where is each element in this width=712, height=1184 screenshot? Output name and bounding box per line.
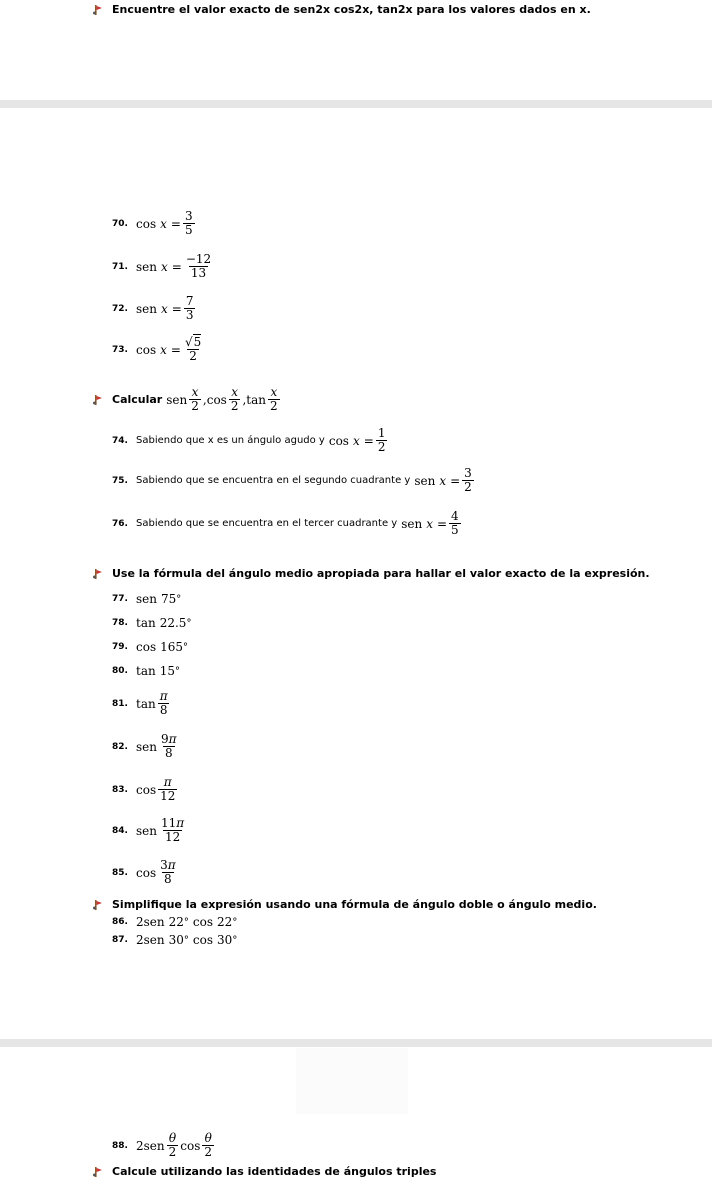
fn-sen: sen: [166, 392, 188, 407]
numerator: [159, 733, 179, 746]
pi-symbol: π: [167, 858, 176, 872]
fraction: [183, 210, 195, 237]
fn-sen: sen: [143, 1138, 165, 1153]
numerator: x: [191, 385, 199, 399]
denominator: 2: [168, 1145, 177, 1159]
numerator: 4: [451, 509, 459, 523]
fn-cos: cos: [136, 216, 157, 231]
fraction: [184, 295, 196, 322]
problem-70: [112, 210, 197, 237]
pi-symbol: π: [176, 816, 185, 830]
math-expression: [136, 336, 205, 363]
problem-71: [112, 253, 215, 280]
page-separator: [0, 100, 712, 108]
problem-74: [112, 427, 389, 454]
problem-number: 74.: [112, 435, 128, 446]
problem-87: [112, 933, 237, 947]
numerator: −12: [185, 252, 212, 266]
math-expression: [136, 616, 191, 630]
problem-77: [112, 592, 181, 606]
equals-sign: =: [171, 259, 182, 274]
equals-sign: =: [363, 433, 374, 448]
degree-symbol: °: [176, 593, 182, 605]
problem-83: [112, 776, 179, 803]
angle-value: 30: [168, 933, 184, 947]
math-expression: [401, 510, 462, 537]
fn-cos: cos: [136, 640, 157, 654]
pointer-figure-icon: [92, 899, 104, 911]
degree-symbol: °: [183, 641, 189, 653]
radicand: 5: [193, 335, 202, 349]
fn-tan: tan: [136, 616, 156, 630]
problem-number: 78.: [112, 618, 128, 628]
numerator: [158, 859, 178, 872]
problem-86: [112, 915, 237, 929]
fraction: [202, 1132, 214, 1159]
problem-75: [112, 467, 476, 494]
fn-tan: tan: [136, 664, 156, 678]
degree-symbol: °: [175, 665, 180, 677]
degree-symbol: °: [232, 916, 238, 928]
problem-84: [112, 817, 188, 844]
problem-number: 86.: [112, 917, 128, 927]
problem-78: [112, 616, 191, 630]
problem-number: 83.: [112, 784, 128, 795]
fn-cos: cos: [328, 433, 349, 448]
problem-text: Sabiendo que se encuentra en el tercer cuadrante y: [136, 518, 398, 529]
denominator: 3: [185, 308, 194, 322]
denominator: 12: [164, 830, 181, 844]
comma: ,: [202, 392, 207, 407]
math-expression: [136, 817, 188, 844]
fraction: [229, 386, 241, 413]
angle-value: 22: [168, 915, 184, 929]
var-x: x: [439, 473, 447, 488]
math-expression: [136, 664, 180, 678]
problem-82: [112, 733, 181, 760]
heading-text: Simplifique la expresión usando una fórmula de ángulo doble o ángulo medio.: [112, 898, 597, 911]
coefficient: 2: [136, 1138, 144, 1153]
math-expression: [136, 1132, 216, 1159]
math-expression: [136, 253, 215, 280]
problem-number: 79.: [112, 642, 128, 652]
denominator: 13: [190, 266, 207, 280]
denominator: 2: [230, 399, 239, 413]
problem-number: 75.: [112, 475, 128, 486]
pointer-figure-icon: [92, 4, 104, 16]
page-separator: [0, 1039, 712, 1047]
fraction: [159, 733, 179, 760]
problem-number: 76.: [112, 518, 128, 529]
fraction: [376, 427, 388, 454]
section-heading-simplify: [92, 898, 597, 911]
math-expression: [136, 640, 188, 654]
degree-symbol: °: [186, 617, 192, 629]
fn-cos: cos: [206, 392, 227, 407]
fn-sen: sen: [136, 739, 157, 754]
section-heading-half-angle: [92, 386, 282, 413]
problem-number: 82.: [112, 741, 128, 752]
math-expression: [136, 592, 181, 606]
denominator: 2: [189, 349, 197, 363]
degree-symbol: °: [183, 934, 189, 946]
angle-value: 22: [217, 915, 233, 929]
var-x: x: [160, 342, 167, 357]
equals-sign: =: [171, 301, 182, 316]
denominator: 8: [164, 872, 172, 886]
heading-text: Calcule utilizando las identidades de ángulos triples: [112, 1165, 437, 1178]
angle-value: 15: [159, 664, 175, 678]
math-expression: [136, 915, 237, 929]
numerator: x: [270, 385, 278, 399]
coefficient: 2: [136, 933, 144, 947]
fn-sen: sen: [143, 915, 165, 929]
problem-76: [112, 510, 463, 537]
comma: ,: [242, 392, 247, 407]
coefficient: 2: [136, 915, 144, 929]
denominator: 2: [377, 440, 386, 454]
problem-number: 81.: [112, 698, 128, 709]
fn-tan: tan: [136, 696, 156, 711]
heading-text: Encuentre el valor exacto de sen2x cos2x, tan2x para los valores dados en x.: [112, 3, 591, 16]
denominator: 8: [164, 746, 173, 760]
fraction: [158, 690, 170, 717]
fn-cos: cos: [136, 782, 157, 797]
angle-value: 75: [161, 592, 177, 606]
numerator: x: [231, 385, 239, 399]
fn-sen: sen: [136, 259, 157, 274]
problem-number: 85.: [112, 867, 128, 878]
math-expression: [166, 386, 281, 413]
pointer-figure-icon: [92, 394, 104, 406]
numerator: θ: [204, 1131, 212, 1145]
degree-symbol: °: [232, 934, 238, 946]
denominator: 2: [270, 399, 278, 413]
math-expression: [136, 295, 197, 322]
fraction: [462, 467, 474, 494]
equals-sign: =: [436, 516, 448, 531]
fraction: [183, 336, 203, 363]
var-x: x: [161, 301, 168, 316]
math-expression: [329, 427, 390, 454]
math-expression: [136, 933, 237, 947]
denominator: 8: [159, 703, 168, 717]
fn-tan: tan: [246, 392, 267, 407]
numerator: 7: [185, 294, 194, 308]
problem-number: 71.: [112, 261, 128, 272]
problem-number: 77.: [112, 594, 128, 604]
math-expression: [136, 859, 180, 886]
section-heading-triple-angle: [92, 1165, 436, 1178]
fn-cos: cos: [192, 933, 214, 947]
fraction: [189, 386, 201, 413]
section-heading-half-angle-formula: [92, 567, 650, 580]
equals-sign: =: [170, 342, 181, 357]
fraction: [268, 386, 280, 413]
fn-cos: cos: [136, 865, 157, 880]
sqrt-symbol: √: [184, 335, 193, 349]
problem-88: [112, 1132, 216, 1159]
pointer-figure-icon: [92, 568, 104, 580]
problem-number: 84.: [112, 825, 128, 836]
fn-cos: cos: [180, 1138, 201, 1153]
problem-81: [112, 690, 172, 717]
problem-number: 88.: [112, 1140, 128, 1151]
denominator: 5: [451, 523, 459, 537]
math-expression: [136, 210, 197, 237]
fraction: [167, 1132, 179, 1159]
numerator: 3: [464, 466, 472, 480]
problem-number: 72.: [112, 303, 128, 314]
numerator: π: [163, 775, 172, 789]
math-expression: [414, 467, 475, 494]
fraction: [159, 817, 186, 844]
coefficient: 3: [160, 858, 168, 872]
angle-value: 165: [160, 640, 184, 654]
coefficient: 9: [161, 732, 169, 746]
angle-value: 22.5: [159, 616, 187, 630]
coefficient: 11: [161, 816, 177, 830]
angle-value: 30: [217, 933, 233, 947]
fraction: [158, 776, 177, 803]
problem-72: [112, 295, 197, 322]
numerator: θ: [168, 1131, 177, 1145]
fn-sen: sen: [136, 301, 157, 316]
fn-sen: sen: [414, 473, 436, 488]
heading-text: Calcular: [112, 393, 163, 406]
var-x: x: [160, 216, 167, 231]
numerator: [159, 817, 186, 830]
var-x: x: [161, 259, 168, 274]
problem-text: Sabiendo que se encuentra en el segundo cuadrante y: [136, 475, 411, 486]
problem-number: 80.: [112, 666, 128, 676]
equals-sign: =: [450, 473, 461, 488]
fn-sen: sen: [143, 933, 165, 947]
heading-text: Use la fórmula del ángulo medio apropiada para hallar el valor exacto de la expresión.: [112, 567, 650, 580]
degree-symbol: °: [183, 916, 189, 928]
problem-text: Sabiendo que x es un ángulo agudo y: [136, 435, 325, 446]
equals-sign: =: [170, 216, 181, 231]
problem-73: [112, 336, 205, 363]
problem-79: [112, 640, 188, 654]
math-expression: [136, 690, 172, 717]
var-x: x: [352, 433, 360, 448]
var-x: x: [426, 516, 433, 531]
numerator: [183, 336, 203, 349]
fn-sen: sen: [401, 516, 423, 531]
pointer-figure-icon: [92, 1166, 104, 1178]
math-expression: [136, 733, 181, 760]
denominator: 5: [184, 223, 193, 237]
denominator: 2: [464, 480, 472, 494]
pi-symbol: π: [168, 732, 177, 746]
problem-80: [112, 664, 180, 678]
fraction: [449, 510, 461, 537]
problem-number: 70.: [112, 218, 128, 229]
denominator: 12: [160, 789, 176, 803]
fn-sen: sen: [136, 823, 157, 838]
fn-cos: cos: [136, 342, 157, 357]
numerator: π: [159, 689, 168, 703]
fraction: [158, 859, 178, 886]
problem-number: 87.: [112, 935, 128, 945]
fn-sen: sen: [136, 592, 157, 606]
fraction: [184, 253, 213, 280]
fn-cos: cos: [192, 915, 214, 929]
section-heading-double-angle: [92, 3, 591, 16]
numerator: 1: [377, 426, 386, 440]
faint-image-placeholder: [296, 1048, 408, 1114]
denominator: 2: [204, 1145, 213, 1159]
denominator: 2: [191, 399, 199, 413]
problem-85: [112, 859, 180, 886]
numerator: 3: [184, 209, 193, 223]
problem-number: 73.: [112, 344, 128, 355]
math-expression: [136, 776, 179, 803]
